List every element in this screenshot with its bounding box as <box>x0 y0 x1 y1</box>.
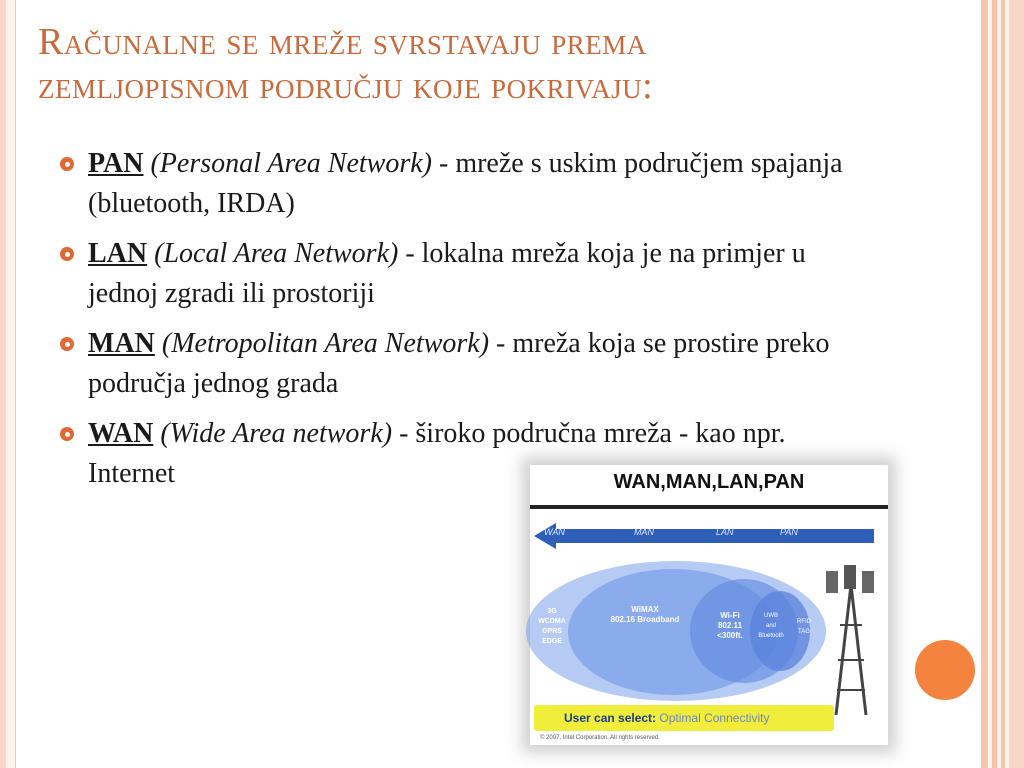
bottom-banner-text <box>564 711 769 725</box>
bullet-list <box>58 144 848 504</box>
term-pan: PAN <box>88 148 144 179</box>
decor-stripe-4 <box>1009 0 1024 768</box>
title-line-2: zemljopisnom području koje pokrivaju: <box>38 65 654 107</box>
bullet-lan <box>58 234 848 314</box>
english-man: (Metropolitan Area Network) <box>161 328 490 359</box>
zone-label-wan: 3G WCDMA GPRS EDGE <box>538 608 566 645</box>
title-line-1: Računalne se mreže svrstavaju prema <box>38 21 647 63</box>
figure-title: WAN,MAN,LAN,PAN <box>613 471 805 493</box>
term-wan: WAN <box>88 418 154 449</box>
bullet-icon <box>60 337 74 351</box>
bullet-man <box>58 324 848 404</box>
bullet-icon <box>60 247 74 261</box>
arrow-label-lan: LAN <box>716 527 734 537</box>
term-lan: LAN <box>88 238 148 269</box>
arrow-label-pan: PAN <box>780 527 798 537</box>
network-types-figure <box>530 465 888 745</box>
term-man: MAN <box>88 328 155 359</box>
arrow-label-wan: WAN <box>544 527 565 537</box>
bullet-icon <box>60 157 74 171</box>
decor-circle <box>915 640 975 700</box>
zone-label-lan: Wi-Fi 802.11 <300ft. <box>717 611 743 640</box>
decor-stripe-left <box>0 0 6 768</box>
desc-man: - mreža koja se prostire preko područja jednog grada <box>88 328 830 399</box>
bottom-label: User can select: <box>564 711 657 725</box>
range-arrow <box>534 523 874 549</box>
english-wan: (Wide Area network) <box>160 418 393 449</box>
desc-pan: - mreže s uskim područjem spajanja (bluetooth, IRDA) <box>88 148 843 219</box>
zone-label-pan: UWB and Bluetooth <box>758 613 784 639</box>
decor-stripe-1 <box>982 0 988 768</box>
bottom-value: Optimal Connectivity <box>659 711 770 725</box>
english-lan: (Local Area Network) <box>154 238 399 269</box>
arrow-label-man: MAN <box>634 527 654 537</box>
bullet-icon <box>60 427 74 441</box>
decor-stripe-3 <box>1001 0 1005 768</box>
cell-tower-icon <box>816 565 886 715</box>
desc-wan: - široko područna mreža - kao npr. Internet <box>88 418 786 489</box>
bullet-pan <box>58 144 848 224</box>
figure-copyright: © 2007, Intel Corporation. All rights reserved. <box>540 735 660 741</box>
desc-lan: - lokalna mreža koja je na primjer u jednoj zgradi ili prostoriji <box>88 238 806 309</box>
slide-title <box>38 20 938 108</box>
english-pan: (Personal Area Network) <box>150 148 432 179</box>
decor-stripe-2 <box>992 0 997 768</box>
zone-label-tag: RFID TAG <box>797 619 811 635</box>
zone-label-man: WiMAX 802.16 Broadband <box>610 605 680 624</box>
